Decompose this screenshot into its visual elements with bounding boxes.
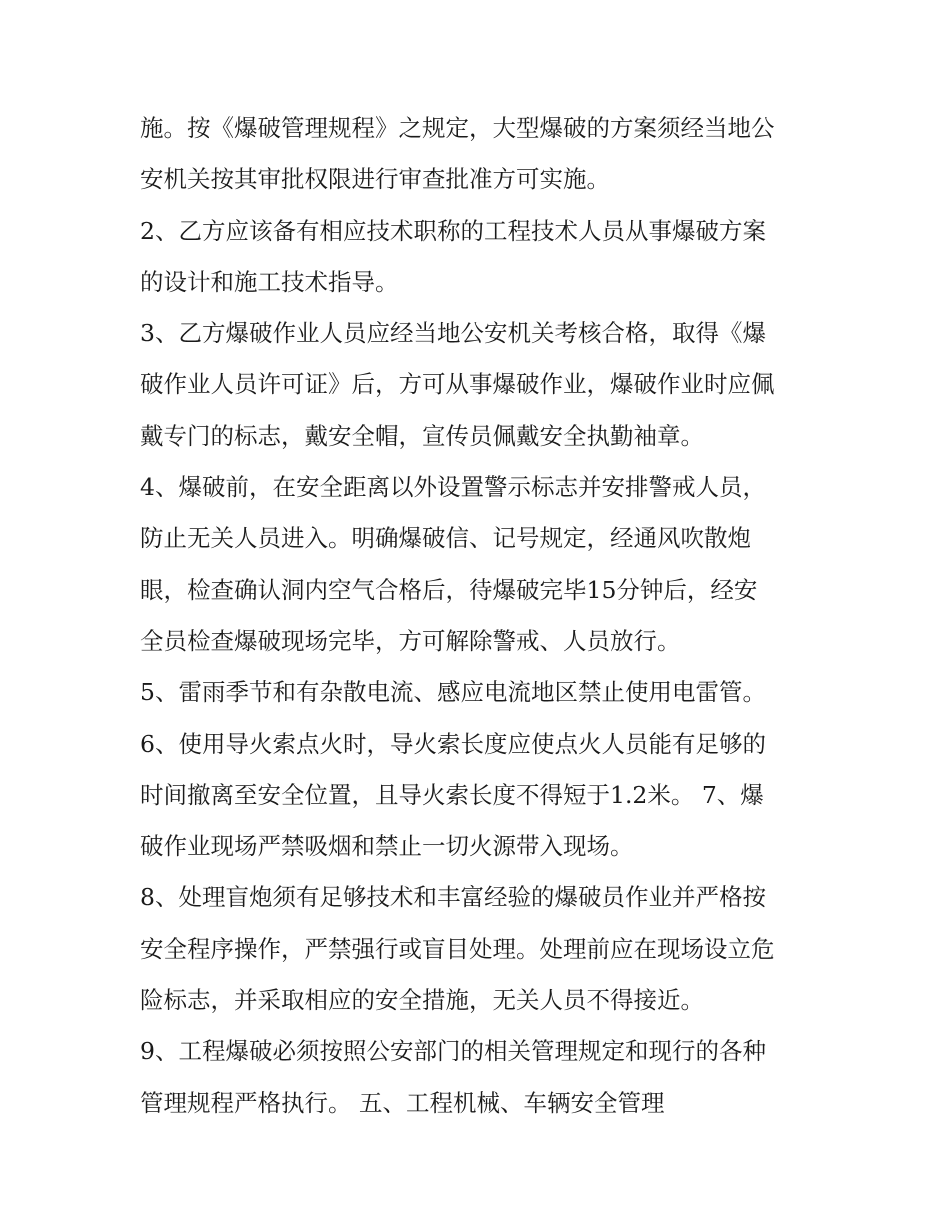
text-line: 破作业人员许可证》后，方可从事爆破作业，爆破作业时应佩 — [140, 370, 775, 399]
text-line: 3、乙方爆破作业人员应经当地公安机关考核合格，取得《爆 — [140, 319, 766, 348]
text-line: 安机关按其审批权限进行审查批准方可实施。 — [140, 165, 610, 194]
text-line: 时间撤离至安全位置，且导火索长度不得短于1.2米。 7、爆 — [140, 780, 764, 809]
text-line: 安全程序操作，严禁强行或盲目处理。处理前应在现场设立危 — [140, 934, 775, 963]
text-line: 8、处理盲炮须有足够技术和丰富经验的爆破员作业并严格按 — [140, 883, 766, 912]
text-line: 险标志，并采取相应的安全措施，无关人员不得接近。 — [140, 986, 704, 1015]
text-line: 全员检查爆破现场完毕，方可解除警戒、人员放行。 — [140, 626, 681, 655]
text-line: 6、使用导火索点火时，导火索长度应使点火人员能有足够的 — [140, 729, 766, 758]
text-line: 防止无关人员进入。明确爆破信、记号规定，经通风吹散炮 — [140, 524, 751, 553]
text-line: 9、工程爆破必须按照公安部门的相关管理规定和现行的各种 — [140, 1037, 766, 1066]
text-line: 2、乙方应该备有相应技术职称的工程技术人员从事爆破方案 — [140, 216, 766, 245]
document-body — [140, 103, 820, 1129]
text-line: 的设计和施工技术指导。 — [140, 267, 399, 296]
text-line: 管理规程严格执行。 五、工程机械、车辆安全管理 — [140, 1088, 665, 1117]
text-line: 4、爆破前，在安全距离以外设置警示标志并安排警戒人员， — [140, 473, 766, 502]
text-line: 戴专门的标志，戴安全帽，宣传员佩戴安全执勤袖章。 — [140, 421, 704, 450]
text-line: 5、雷雨季节和有杂散电流、感应电流地区禁止使用电雷管。 — [140, 678, 766, 707]
text-line: 施。按《爆破管理规程》之规定，大型爆破的方案须经当地公 — [140, 114, 775, 142]
text-line: 眼，检查确认洞内空气合格后，待爆破完毕15分钟后，经安 — [140, 575, 758, 604]
text-line: 破作业现场严禁吸烟和禁止一切火源带入现场。 — [140, 832, 634, 861]
